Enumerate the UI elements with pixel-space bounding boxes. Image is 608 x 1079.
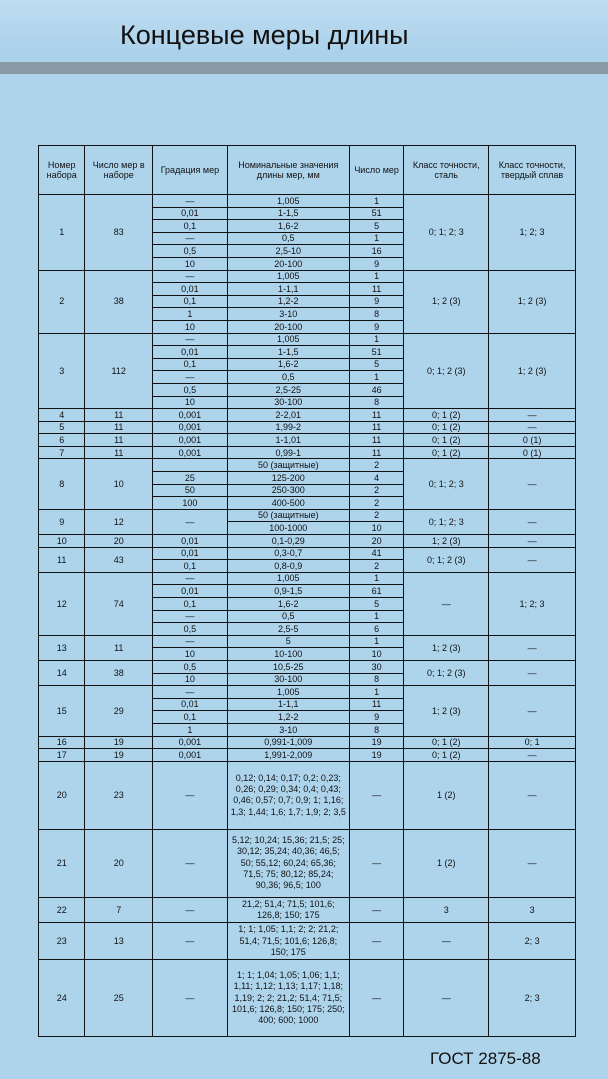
carbide-class-cell: —	[489, 660, 576, 685]
nominal-value-cell: 0,3-0,7	[227, 547, 349, 560]
carbide-class-cell: —	[489, 761, 576, 829]
quantity-cell: 11	[349, 698, 404, 711]
quantity-cell: 1	[349, 686, 404, 699]
set-count-cell: 10	[85, 459, 153, 509]
quantity-cell: 9	[349, 711, 404, 724]
steel-class-cell: 0; 1 (2)	[404, 736, 489, 749]
set-count-cell: 38	[85, 660, 153, 685]
quantity-cell: 51	[349, 207, 404, 220]
steel-class-cell: 1; 2 (3)	[404, 270, 489, 333]
set-number-cell: 21	[39, 829, 85, 897]
set-count-cell: 43	[85, 547, 153, 572]
page-title: Концевые меры длины	[120, 20, 409, 50]
set-number-cell: 23	[39, 923, 85, 960]
quantity-cell: 1	[349, 572, 404, 585]
nominal-value-cell: 1,005	[227, 686, 349, 699]
steel-class-cell: 0; 1 (2)	[404, 446, 489, 459]
header-carbide-class: Класс точности, твердый сплав	[489, 146, 576, 195]
quantity-cell: 19	[349, 736, 404, 749]
gradation-cell: 0,01	[153, 585, 228, 598]
quantity-cell: 11	[349, 434, 404, 447]
quantity-cell: 1	[349, 635, 404, 648]
nominal-value-cell: 1,6-2	[227, 358, 349, 371]
steel-class-cell: —	[404, 960, 489, 1037]
steel-class-cell: —	[404, 923, 489, 960]
quantity-cell: 51	[349, 346, 404, 359]
set-number-cell: 7	[39, 446, 85, 459]
quantity-cell: 1	[349, 232, 404, 245]
gradation-cell: 0,001	[153, 446, 228, 459]
quantity-cell: 30	[349, 660, 404, 673]
steel-class-cell: 1; 2 (3)	[404, 686, 489, 736]
carbide-class-cell: —	[489, 421, 576, 434]
table-row	[39, 923, 576, 960]
table-row	[39, 736, 576, 749]
quantity-cell: 1	[349, 333, 404, 346]
quantity-cell: 9	[349, 295, 404, 308]
nominal-value-cell: 0,5	[227, 610, 349, 623]
set-number-cell: 24	[39, 960, 85, 1037]
carbide-class-cell: 2; 3	[489, 960, 576, 1037]
set-count-cell: 19	[85, 749, 153, 762]
quantity-cell: 2	[349, 560, 404, 573]
set-number-cell: 15	[39, 686, 85, 736]
quantity-cell: 8	[349, 673, 404, 686]
table-row	[39, 635, 576, 648]
set-count-cell: 23	[85, 761, 153, 829]
carbide-class-cell: 1; 2 (3)	[489, 270, 576, 333]
gradation-cell: 0,001	[153, 736, 228, 749]
quantity-cell: 11	[349, 446, 404, 459]
nominal-value-cell: 1,6-2	[227, 220, 349, 233]
quantity-cell: 4	[349, 472, 404, 485]
gradation-cell: 0,001	[153, 409, 228, 422]
gradation-cell: —	[153, 686, 228, 699]
set-count-cell: 29	[85, 686, 153, 736]
nominal-value-cell: 100-1000	[227, 522, 349, 535]
quantity-cell: 1	[349, 371, 404, 384]
gradation-cell: 0,001	[153, 749, 228, 762]
nominal-values-list-cell: 5,12; 10,24; 15,36; 21,5; 25; 30,12; 35,24; 40,36; 46,5; 50; 55,12; 60,24; 65,36; 71,5; 75; 80,12; 85,24; 90,36; 96,5; 100	[227, 829, 349, 897]
gradation-cell: —	[153, 960, 228, 1037]
nominal-value-cell: 1-1,5	[227, 346, 349, 359]
steel-class-cell: 1; 2 (3)	[404, 535, 489, 548]
steel-class-cell: 0; 1; 2; 3	[404, 509, 489, 534]
gradation-cell: 10	[153, 648, 228, 661]
gradation-cell: 50	[153, 484, 228, 497]
gradation-cell: 0,1	[153, 598, 228, 611]
header-gradation: Градация мер	[153, 146, 228, 195]
set-count-cell: 20	[85, 829, 153, 897]
nominal-value-cell: 0,5	[227, 232, 349, 245]
steel-class-cell: 0; 1; 2 (3)	[404, 660, 489, 685]
quantity-cell: 5	[349, 358, 404, 371]
carbide-class-cell: —	[489, 535, 576, 548]
gradation-cell: —	[153, 509, 228, 534]
table-row	[39, 547, 576, 560]
nominal-value-cell: 10-100	[227, 648, 349, 661]
steel-class-cell: 0; 1 (2)	[404, 421, 489, 434]
quantity-cell: 2	[349, 509, 404, 522]
gradation-cell: 0,01	[153, 547, 228, 560]
gradation-cell: 0,1	[153, 220, 228, 233]
nominal-value-cell: 1,2-2	[227, 711, 349, 724]
steel-class-cell: 0; 1 (2)	[404, 749, 489, 762]
set-count-cell: 20	[85, 535, 153, 548]
gradation-cell: 0,1	[153, 711, 228, 724]
gradation-cell: 10	[153, 320, 228, 333]
quantity-cell: 2	[349, 497, 404, 510]
set-count-cell: 11	[85, 635, 153, 660]
table-row	[39, 535, 576, 548]
nominal-value-cell: 1-1,1	[227, 698, 349, 711]
header-set-number: Номер набора	[39, 146, 85, 195]
quantity-cell: 11	[349, 421, 404, 434]
gradation-cell: 0,5	[153, 245, 228, 258]
quantity-cell: 6	[349, 623, 404, 636]
quantity-cell: 8	[349, 396, 404, 409]
gradation-cell: 1	[153, 308, 228, 321]
table-row	[39, 270, 576, 283]
nominal-value-cell: 3-10	[227, 308, 349, 321]
set-number-cell: 13	[39, 635, 85, 660]
header-divider	[0, 62, 608, 74]
nominal-value-cell: 50 (защитные)	[227, 459, 349, 472]
gradation-cell: —	[153, 829, 228, 897]
quantity-cell: 1	[349, 270, 404, 283]
header-bar	[0, 0, 608, 62]
gradation-cell: —	[153, 610, 228, 623]
steel-class-cell: 0; 1 (2)	[404, 434, 489, 447]
table-row	[39, 660, 576, 673]
gradation-cell: 10	[153, 673, 228, 686]
nominal-value-cell: 0,9-1,5	[227, 585, 349, 598]
nominal-value-cell: 0,5	[227, 371, 349, 384]
quantity-cell: 61	[349, 585, 404, 598]
carbide-class-cell: 0 (1)	[489, 446, 576, 459]
gradation-cell: 0,01	[153, 207, 228, 220]
gradation-cell: 0,001	[153, 434, 228, 447]
nominal-value-cell: 30-100	[227, 396, 349, 409]
set-number-cell: 16	[39, 736, 85, 749]
set-count-cell: 11	[85, 409, 153, 422]
set-number-cell: 3	[39, 333, 85, 409]
gradation-cell: 0,01	[153, 346, 228, 359]
nominal-value-cell: 1,005	[227, 572, 349, 585]
nominal-value-cell: 0,1-0,29	[227, 535, 349, 548]
header-quantity: Число мер	[349, 146, 404, 195]
header-nominal-values: Номинальные значения длины мер, мм	[227, 146, 349, 195]
nominal-value-cell: 2-2,01	[227, 409, 349, 422]
gradation-cell: 0,5	[153, 660, 228, 673]
set-number-cell: 2	[39, 270, 85, 333]
carbide-class-cell: 1; 2; 3	[489, 572, 576, 635]
set-number-cell: 12	[39, 572, 85, 635]
steel-class-cell: 0; 1 (2)	[404, 409, 489, 422]
gradation-cell: —	[153, 333, 228, 346]
nominal-value-cell: 250-300	[227, 484, 349, 497]
gradation-cell: —	[153, 195, 228, 208]
set-count-cell: 38	[85, 270, 153, 333]
carbide-class-cell: 1; 2; 3	[489, 195, 576, 271]
nominal-value-cell: 20-100	[227, 257, 349, 270]
set-number-cell: 20	[39, 761, 85, 829]
gauge-block-sets-table	[38, 145, 576, 1037]
set-count-cell: 7	[85, 897, 153, 923]
gradation-cell: —	[153, 635, 228, 648]
nominal-values-list-cell: 0,12; 0,14; 0,17; 0,2; 0,23; 0,26; 0,29; 0,34; 0,4; 0,43; 0,46; 0,57; 0,7; 0,9; 1; 1,16; 1,3; 1,44; 1,6; 1,7; 1,9; 2; 3,5	[227, 761, 349, 829]
gradation-cell: 0,1	[153, 560, 228, 573]
table-row	[39, 761, 576, 829]
table-row	[39, 409, 576, 422]
quantity-cell: 11	[349, 409, 404, 422]
quantity-cell: 16	[349, 245, 404, 258]
steel-class-cell: 0; 1; 2 (3)	[404, 333, 489, 409]
table-row	[39, 333, 576, 346]
set-number-cell: 22	[39, 897, 85, 923]
nominal-value-cell: 1-1,1	[227, 283, 349, 296]
set-count-cell: 11	[85, 421, 153, 434]
set-count-cell: 11	[85, 446, 153, 459]
carbide-class-cell: —	[489, 749, 576, 762]
gradation-cell: 0,001	[153, 421, 228, 434]
table-header-row	[39, 146, 576, 195]
gradation-cell: 100	[153, 497, 228, 510]
set-number-cell: 5	[39, 421, 85, 434]
header-steel-class: Класс точности, сталь	[404, 146, 489, 195]
quantity-cell: 10	[349, 648, 404, 661]
set-number-cell: 9	[39, 509, 85, 534]
table-row	[39, 195, 576, 208]
nominal-value-cell: 1,991-2,009	[227, 749, 349, 762]
table-row	[39, 421, 576, 434]
table-row	[39, 749, 576, 762]
set-count-cell: 19	[85, 736, 153, 749]
gradation-cell	[153, 459, 228, 472]
nominal-value-cell: 1-1,01	[227, 434, 349, 447]
carbide-class-cell: —	[489, 409, 576, 422]
carbide-class-cell: —	[489, 509, 576, 534]
gradation-cell: —	[153, 371, 228, 384]
steel-class-cell: 3	[404, 897, 489, 923]
gradation-cell: 0,1	[153, 295, 228, 308]
quantity-cell: —	[349, 923, 404, 960]
quantity-cell: 5	[349, 598, 404, 611]
set-number-cell: 8	[39, 459, 85, 509]
nominal-value-cell: 0,8-0,9	[227, 560, 349, 573]
nominal-value-cell: 2,5-10	[227, 245, 349, 258]
set-number-cell: 14	[39, 660, 85, 685]
carbide-class-cell: —	[489, 829, 576, 897]
nominal-value-cell: 2,5-25	[227, 383, 349, 396]
steel-class-cell: 1; 2 (3)	[404, 635, 489, 660]
nominal-value-cell: 30-100	[227, 673, 349, 686]
gradation-cell: 0,01	[153, 535, 228, 548]
carbide-class-cell: —	[489, 459, 576, 509]
carbide-class-cell: 0 (1)	[489, 434, 576, 447]
table-row	[39, 960, 576, 1037]
nominal-value-cell: 5	[227, 635, 349, 648]
set-number-cell: 1	[39, 195, 85, 271]
set-count-cell: 74	[85, 572, 153, 635]
set-number-cell: 6	[39, 434, 85, 447]
nominal-value-cell: 10,5-25	[227, 660, 349, 673]
nominal-value-cell: 1,005	[227, 195, 349, 208]
gradation-cell: 10	[153, 257, 228, 270]
nominal-value-cell: 1,005	[227, 333, 349, 346]
table-row	[39, 829, 576, 897]
quantity-cell: 9	[349, 320, 404, 333]
set-count-cell: 12	[85, 509, 153, 534]
carbide-class-cell: 3	[489, 897, 576, 923]
set-number-cell: 17	[39, 749, 85, 762]
quantity-cell: 41	[349, 547, 404, 560]
gradation-cell: 0,01	[153, 698, 228, 711]
steel-class-cell: —	[404, 572, 489, 635]
nominal-value-cell: 0,991-1,009	[227, 736, 349, 749]
set-number-cell: 11	[39, 547, 85, 572]
gradation-cell: —	[153, 897, 228, 923]
table-row	[39, 572, 576, 585]
nominal-value-cell: 50 (защитные)	[227, 509, 349, 522]
carbide-class-cell: 2; 3	[489, 923, 576, 960]
quantity-cell: 2	[349, 484, 404, 497]
quantity-cell: 9	[349, 257, 404, 270]
quantity-cell: —	[349, 897, 404, 923]
quantity-cell: 8	[349, 308, 404, 321]
carbide-class-cell: —	[489, 547, 576, 572]
quantity-cell: 10	[349, 522, 404, 535]
nominal-value-cell: 1-1,5	[227, 207, 349, 220]
steel-class-cell: 0; 1; 2; 3	[404, 195, 489, 271]
nominal-value-cell: 1,2-2	[227, 295, 349, 308]
quantity-cell: —	[349, 829, 404, 897]
nominal-value-cell: 400-500	[227, 497, 349, 510]
nominal-value-cell: 1,99-2	[227, 421, 349, 434]
carbide-class-cell: 1; 2 (3)	[489, 333, 576, 409]
table-row	[39, 459, 576, 472]
table-row	[39, 686, 576, 699]
steel-class-cell: 0; 1; 2 (3)	[404, 547, 489, 572]
table-row	[39, 897, 576, 923]
set-number-cell: 10	[39, 535, 85, 548]
steel-class-cell: 0; 1; 2; 3	[404, 459, 489, 509]
nominal-value-cell: 125-200	[227, 472, 349, 485]
nominal-values-list-cell: 1; 1; 1,05; 1,1; 2; 2; 21,2; 51,4; 71,5; 101,6; 126,8; 150; 175	[227, 923, 349, 960]
set-count-cell: 13	[85, 923, 153, 960]
steel-class-cell: 1 (2)	[404, 761, 489, 829]
gradation-cell: 1	[153, 723, 228, 736]
quantity-cell: —	[349, 761, 404, 829]
gradation-cell: 0,5	[153, 623, 228, 636]
gradation-cell: 0,5	[153, 383, 228, 396]
quantity-cell: 19	[349, 749, 404, 762]
gradation-cell: —	[153, 232, 228, 245]
quantity-cell: 5	[349, 220, 404, 233]
table-row	[39, 509, 576, 522]
standard-label: ГОСТ 2875-88	[430, 1049, 541, 1068]
gradation-cell: —	[153, 923, 228, 960]
nominal-values-list-cell: 21,2; 51,4; 71,5; 101,6; 126,8; 150; 175	[227, 897, 349, 923]
nominal-value-cell: 1,005	[227, 270, 349, 283]
nominal-value-cell: 2,5-5	[227, 623, 349, 636]
gradation-cell: 0,1	[153, 358, 228, 371]
gradation-cell: 0,01	[153, 283, 228, 296]
table-row	[39, 446, 576, 459]
gradation-cell: —	[153, 572, 228, 585]
quantity-cell: 1	[349, 195, 404, 208]
gradation-cell: 25	[153, 472, 228, 485]
gradation-cell: 10	[153, 396, 228, 409]
quantity-cell: 2	[349, 459, 404, 472]
nominal-value-cell: 20-100	[227, 320, 349, 333]
set-count-cell: 11	[85, 434, 153, 447]
quantity-cell: 8	[349, 723, 404, 736]
carbide-class-cell: 0; 1	[489, 736, 576, 749]
set-count-cell: 112	[85, 333, 153, 409]
gradation-cell: —	[153, 270, 228, 283]
nominal-value-cell: 1,6-2	[227, 598, 349, 611]
carbide-class-cell: —	[489, 635, 576, 660]
nominal-value-cell: 3-10	[227, 723, 349, 736]
quantity-cell: 46	[349, 383, 404, 396]
set-count-cell: 25	[85, 960, 153, 1037]
header-count-in-set: Число мер в наборе	[85, 146, 153, 195]
set-number-cell: 4	[39, 409, 85, 422]
quantity-cell: 20	[349, 535, 404, 548]
nominal-value-cell: 0,99-1	[227, 446, 349, 459]
quantity-cell: 11	[349, 283, 404, 296]
quantity-cell: 1	[349, 610, 404, 623]
table-row	[39, 434, 576, 447]
carbide-class-cell: —	[489, 686, 576, 736]
nominal-values-list-cell: 1; 1; 1,04; 1,05; 1,06; 1,1; 1,11; 1,12; 1,13; 1,17; 1,18; 1,19; 2; 2; 21,2; 51,4; 71,5; 101,6; 126,8; 150; 175; 250; 400; 600; 1000	[227, 960, 349, 1037]
steel-class-cell: 1 (2)	[404, 829, 489, 897]
set-count-cell: 83	[85, 195, 153, 271]
gradation-cell: —	[153, 761, 228, 829]
quantity-cell: —	[349, 960, 404, 1037]
